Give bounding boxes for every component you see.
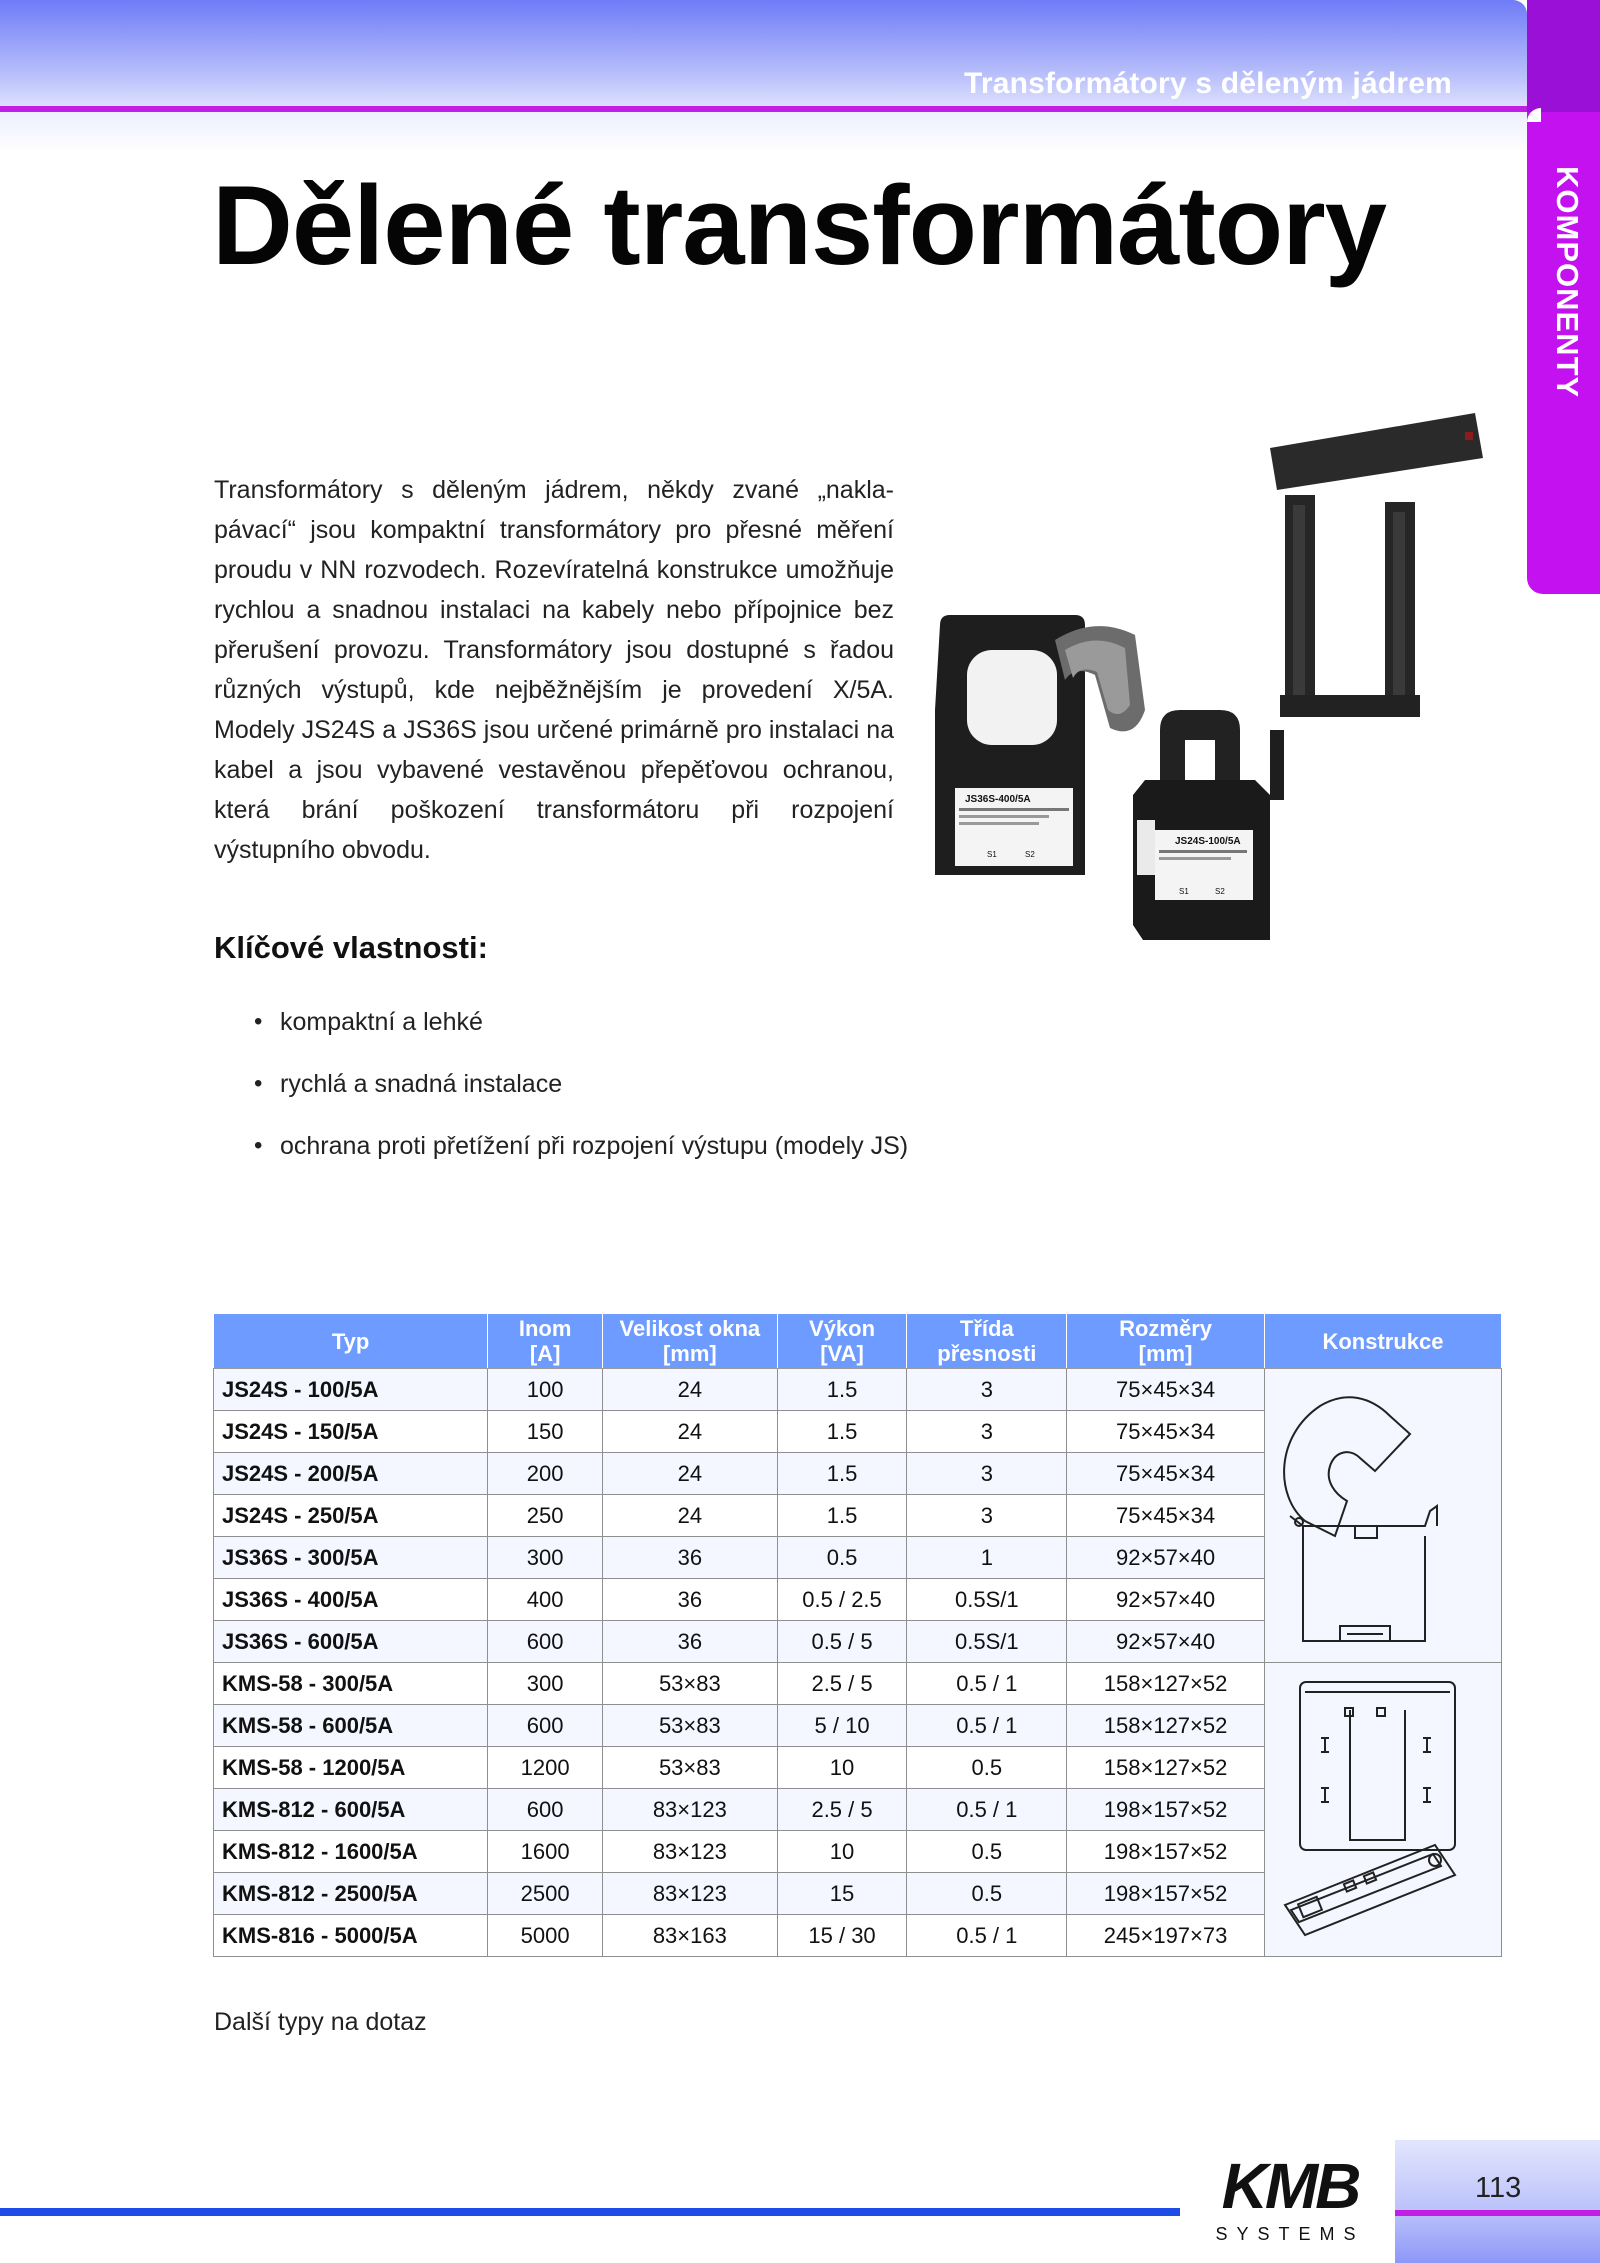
cell-inom: 150	[488, 1411, 603, 1453]
cell-typ: KMS-816 - 5000/5A	[214, 1915, 488, 1957]
cell-vykon: 15 / 30	[777, 1915, 907, 1957]
features-heading: Klíčové vlastnosti:	[214, 930, 488, 965]
cell-vykon: 0.5	[777, 1537, 907, 1579]
header-band	[0, 0, 1527, 108]
product-photo	[925, 410, 1505, 950]
cell-typ: JS36S - 600/5A	[214, 1621, 488, 1663]
cell-typ: KMS-812 - 2500/5A	[214, 1873, 488, 1915]
cell-rozmery: 75×45×34	[1067, 1495, 1265, 1537]
cell-inom: 250	[488, 1495, 603, 1537]
cell-trida: 0.5	[907, 1747, 1067, 1789]
footer-page-divider	[1395, 2210, 1600, 2216]
cell-okno: 83×123	[603, 1789, 778, 1831]
js24s-label: JS24S-100/5A	[1175, 836, 1241, 847]
kms-transformer-image	[1270, 413, 1483, 717]
cell-okno: 53×83	[603, 1705, 778, 1747]
cell-typ: KMS-58 - 300/5A	[214, 1663, 488, 1705]
cell-trida: 3	[907, 1453, 1067, 1495]
cell-typ: JS36S - 300/5A	[214, 1537, 488, 1579]
js-construction-drawing	[1265, 1376, 1501, 1656]
cell-trida: 3	[907, 1411, 1067, 1453]
cell-vykon: 1.5	[777, 1369, 907, 1411]
cell-rozmery: 158×127×52	[1067, 1705, 1265, 1747]
cell-inom: 2500	[488, 1873, 603, 1915]
cell-okno: 36	[603, 1579, 778, 1621]
cell-vykon: 1.5	[777, 1495, 907, 1537]
cell-okno: 24	[603, 1369, 778, 1411]
js36s-s2: S2	[1025, 850, 1035, 859]
footnote: Další typy na dotaz	[214, 2008, 427, 2036]
cell-okno: 24	[603, 1411, 778, 1453]
cell-vykon: 2.5 / 5	[777, 1663, 907, 1705]
cell-vykon: 10	[777, 1831, 907, 1873]
cell-trida: 0.5 / 1	[907, 1915, 1067, 1957]
cell-okno: 24	[603, 1453, 778, 1495]
cell-vykon: 2.5 / 5	[777, 1789, 907, 1831]
cell-inom: 5000	[488, 1915, 603, 1957]
kmb-logo	[1195, 2148, 1385, 2248]
cell-vykon: 15	[777, 1873, 907, 1915]
page-title: Dělené transformátory	[212, 163, 1387, 288]
cell-konstrukce-js	[1264, 1369, 1501, 1663]
cell-inom: 300	[488, 1537, 603, 1579]
cell-inom: 600	[488, 1705, 603, 1747]
js24s-s1: S1	[1179, 887, 1189, 896]
cell-okno: 53×83	[603, 1663, 778, 1705]
cell-okno: 83×123	[603, 1873, 778, 1915]
cell-trida: 0.5	[907, 1831, 1067, 1873]
feature-item: • ochrana proti přetížení při rozpojení výstupu (modely JS)	[256, 1126, 916, 1166]
cell-typ: KMS-58 - 600/5A	[214, 1705, 488, 1747]
spec-table	[213, 1313, 1502, 1957]
page-number: 113	[1475, 2172, 1522, 2204]
feature-item: • kompaktní a lehké	[256, 1002, 916, 1042]
header-rozmery: Rozměry [mm]	[1067, 1314, 1265, 1369]
cell-inom: 300	[488, 1663, 603, 1705]
cell-vykon: 1.5	[777, 1453, 907, 1495]
cell-okno: 24	[603, 1495, 778, 1537]
feature-item: • rychlá a snadná instalace	[256, 1064, 916, 1104]
cell-vykon: 5 / 10	[777, 1705, 907, 1747]
cell-typ: JS24S - 200/5A	[214, 1453, 488, 1495]
cell-trida: 0.5 / 1	[907, 1705, 1067, 1747]
intro-paragraph: Transformátory s děleným jádrem, někdy zvané „naklapávací“ jsou kompaktní transformátory pro přesné měření proudu v NN rozvodech. Rozevíratelná konstrukce umožňuje rychlou a snadnou instalaci na kabely nebo přípojnice bez přerušení provozu. Transformátory jsou dostupné s řadou různých výstupů, kde nejběžnějším je provedení X/5A. Modely JS24S a JS36S jsou určené primárně pro instalaci na kabel a jsou vybavené vestavěnou přepěťovou ochranou, která brání poškození transformátoru při rozpojení výstupního obvodu.	[214, 476, 894, 864]
table-header-row	[214, 1314, 1502, 1369]
cell-okno: 36	[603, 1621, 778, 1663]
footer-line	[0, 2208, 1180, 2216]
cell-inom: 600	[488, 1621, 603, 1663]
header-inom: Inom [A]	[488, 1314, 603, 1369]
cell-rozmery: 75×45×34	[1067, 1411, 1265, 1453]
cell-typ: JS24S - 100/5A	[214, 1369, 488, 1411]
cell-trida: 0.5 / 1	[907, 1789, 1067, 1831]
cell-typ: KMS-812 - 600/5A	[214, 1789, 488, 1831]
cell-rozmery: 198×157×52	[1067, 1831, 1265, 1873]
table-row	[214, 1369, 1502, 1411]
cell-trida: 3	[907, 1369, 1067, 1411]
cell-rozmery: 75×45×34	[1067, 1369, 1265, 1411]
logo-sub: SYSTEMS	[1215, 2224, 1365, 2244]
cell-okno: 83×123	[603, 1831, 778, 1873]
cell-inom: 400	[488, 1579, 603, 1621]
js24s-transformer-image	[1133, 710, 1284, 940]
cell-rozmery: 198×157×52	[1067, 1873, 1265, 1915]
cell-vykon: 10	[777, 1747, 907, 1789]
side-tab	[1527, 0, 1600, 594]
header-trida: Třída přesnosti	[907, 1314, 1067, 1369]
cell-inom: 1600	[488, 1831, 603, 1873]
cell-inom: 200	[488, 1453, 603, 1495]
js36s-label: JS36S-400/5A	[965, 794, 1031, 805]
header-typ: Typ	[214, 1314, 488, 1369]
header-vykon: Výkon [VA]	[777, 1314, 907, 1369]
cell-trida: 0.5	[907, 1873, 1067, 1915]
cell-rozmery: 158×127×52	[1067, 1747, 1265, 1789]
cell-typ: JS36S - 400/5A	[214, 1579, 488, 1621]
cell-rozmery: 198×157×52	[1067, 1789, 1265, 1831]
cell-okno: 83×163	[603, 1915, 778, 1957]
table-row	[214, 1663, 1502, 1705]
cell-trida: 0.5 / 1	[907, 1663, 1067, 1705]
cell-okno: 53×83	[603, 1747, 778, 1789]
cell-vykon: 0.5 / 2.5	[777, 1579, 907, 1621]
cell-rozmery: 75×45×34	[1067, 1453, 1265, 1495]
cell-trida: 1	[907, 1537, 1067, 1579]
kms-construction-drawing	[1265, 1670, 1501, 1950]
cell-typ: JS24S - 150/5A	[214, 1411, 488, 1453]
cell-rozmery: 92×57×40	[1067, 1579, 1265, 1621]
cell-typ: KMS-812 - 1600/5A	[214, 1831, 488, 1873]
cell-rozmery: 92×57×40	[1067, 1621, 1265, 1663]
js36s-transformer-image	[935, 615, 1145, 875]
cell-trida: 0.5S/1	[907, 1621, 1067, 1663]
js36s-s1: S1	[987, 850, 997, 859]
cell-inom: 600	[488, 1789, 603, 1831]
cell-vykon: 1.5	[777, 1411, 907, 1453]
cell-typ: KMS-58 - 1200/5A	[214, 1747, 488, 1789]
js24s-s2: S2	[1215, 887, 1225, 896]
cell-rozmery: 158×127×52	[1067, 1663, 1265, 1705]
cell-okno: 36	[603, 1537, 778, 1579]
cell-inom: 1200	[488, 1747, 603, 1789]
cell-konstrukce-kms	[1264, 1663, 1501, 1957]
side-tab-top	[1527, 0, 1600, 112]
header-okno: Velikost okna [mm]	[603, 1314, 778, 1369]
cell-rozmery: 245×197×73	[1067, 1915, 1265, 1957]
header-fade	[0, 112, 1527, 152]
cell-trida: 0.5S/1	[907, 1579, 1067, 1621]
cell-trida: 3	[907, 1495, 1067, 1537]
header-konstrukce: Konstrukce	[1264, 1314, 1501, 1369]
section-title: Transformátory s děleným jádrem	[963, 67, 1452, 100]
features-list	[256, 1002, 916, 1188]
cell-inom: 100	[488, 1369, 603, 1411]
cell-vykon: 0.5 / 5	[777, 1621, 907, 1663]
logo-name: KMB	[1221, 2150, 1359, 2222]
cell-rozmery: 92×57×40	[1067, 1537, 1265, 1579]
cell-typ: JS24S - 250/5A	[214, 1495, 488, 1537]
side-tab-label: KOMPONENTY	[1550, 166, 1585, 399]
